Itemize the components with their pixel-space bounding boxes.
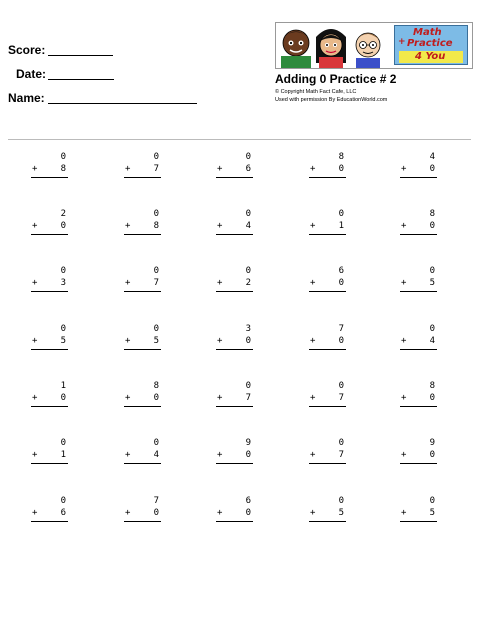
top-number: 0 — [153, 324, 159, 334]
bottom-number: 5 — [429, 508, 435, 518]
top-number: 4 — [429, 152, 435, 162]
logo-line-3: 4 You — [415, 51, 446, 62]
score-field[interactable] — [8, 43, 45, 57]
top-number: 2 — [60, 209, 66, 219]
addition-problem — [29, 324, 69, 360]
top-number: 0 — [153, 266, 159, 276]
addition-problem — [29, 438, 69, 474]
bottom-number: 0 — [60, 221, 66, 231]
bottom-number: 4 — [429, 336, 435, 346]
answer-line — [216, 234, 253, 235]
plus-sign: + — [401, 164, 407, 174]
top-number: 0 — [245, 381, 251, 391]
answer-line — [124, 291, 161, 292]
plus-sign: + — [217, 221, 223, 231]
plus-sign: + — [310, 221, 316, 231]
answer-line — [31, 177, 68, 178]
answer-line — [400, 234, 437, 235]
top-number: 0 — [153, 209, 159, 219]
answer-line — [309, 406, 346, 407]
answer-line — [124, 406, 161, 407]
answer-line — [400, 463, 437, 464]
math-practice-logo — [394, 25, 468, 65]
addition-problem — [122, 152, 162, 188]
plus-sign: + — [32, 393, 38, 403]
answer-line — [309, 463, 346, 464]
plus-sign: + — [310, 336, 316, 346]
answer-line — [309, 234, 346, 235]
plus-sign: + — [217, 508, 223, 518]
bottom-number: 5 — [429, 278, 435, 288]
bottom-number: 7 — [153, 164, 159, 174]
logo-plus: + — [398, 37, 406, 47]
addition-problem — [398, 438, 438, 474]
bottom-number: 1 — [338, 221, 344, 231]
plus-sign: + — [125, 450, 131, 460]
addition-problem — [398, 152, 438, 188]
addition-problem — [214, 381, 254, 417]
plus-sign: + — [310, 278, 316, 288]
top-number: 0 — [338, 209, 344, 219]
addition-problem — [29, 381, 69, 417]
addition-problem — [122, 438, 162, 474]
bottom-number: 1 — [60, 450, 66, 460]
addition-problem — [122, 324, 162, 360]
bottom-number: 6 — [60, 508, 66, 518]
bottom-number: 0 — [338, 278, 344, 288]
addition-problem — [398, 324, 438, 360]
bottom-number: 7 — [245, 393, 251, 403]
addition-problem — [398, 266, 438, 302]
answer-line — [216, 463, 253, 464]
bottom-number: 0 — [153, 508, 159, 518]
answer-line — [31, 234, 68, 235]
bottom-number: 0 — [245, 336, 251, 346]
answer-line — [31, 291, 68, 292]
plus-sign: + — [125, 278, 131, 288]
plus-sign: + — [32, 221, 38, 231]
addition-problem — [307, 381, 347, 417]
plus-sign: + — [310, 450, 316, 460]
answer-line — [124, 521, 161, 522]
plus-sign: + — [217, 336, 223, 346]
score-label: Score: — [8, 43, 46, 57]
date-line — [48, 79, 114, 80]
top-number: 0 — [153, 152, 159, 162]
answer-line — [400, 406, 437, 407]
top-number: 0 — [245, 152, 251, 162]
plus-sign: + — [217, 393, 223, 403]
date-label: Date: — [16, 67, 47, 81]
plus-sign: + — [401, 508, 407, 518]
answer-line — [216, 521, 253, 522]
top-number: 8 — [429, 381, 435, 391]
answer-line — [124, 177, 161, 178]
answer-line — [124, 234, 161, 235]
answer-line — [31, 406, 68, 407]
addition-problem — [398, 209, 438, 245]
top-number: 9 — [429, 438, 435, 448]
plus-sign: + — [32, 450, 38, 460]
worksheet-title: Adding 0 Practice # 2 — [275, 72, 397, 86]
bottom-number: 2 — [245, 278, 251, 288]
addition-problem — [307, 266, 347, 302]
plus-sign: + — [32, 508, 38, 518]
bottom-number: 4 — [245, 221, 251, 231]
addition-problem — [29, 209, 69, 245]
plus-sign: + — [125, 164, 131, 174]
plus-sign: + — [125, 336, 131, 346]
addition-problem — [214, 496, 254, 532]
bottom-number: 0 — [338, 164, 344, 174]
plus-sign: + — [401, 221, 407, 231]
name-line — [48, 103, 197, 104]
top-number: 0 — [245, 266, 251, 276]
top-number: 7 — [338, 324, 344, 334]
answer-line — [400, 349, 437, 350]
addition-problem — [122, 209, 162, 245]
addition-problem — [214, 266, 254, 302]
plus-sign: + — [217, 450, 223, 460]
top-number: 0 — [429, 324, 435, 334]
addition-problem — [122, 381, 162, 417]
addition-problem — [122, 266, 162, 302]
bottom-number: 0 — [245, 508, 251, 518]
bottom-number: 0 — [153, 393, 159, 403]
plus-sign: + — [217, 278, 223, 288]
plus-sign: + — [125, 508, 131, 518]
bottom-number: 0 — [429, 164, 435, 174]
answer-line — [31, 463, 68, 464]
plus-sign: + — [401, 278, 407, 288]
bottom-number: 0 — [429, 450, 435, 460]
score-line — [48, 55, 113, 56]
plus-sign: + — [401, 393, 407, 403]
bottom-number: 7 — [153, 278, 159, 288]
answer-line — [124, 349, 161, 350]
bottom-number: 7 — [338, 393, 344, 403]
top-number: 6 — [245, 496, 251, 506]
top-number: 0 — [153, 438, 159, 448]
top-number: 0 — [60, 152, 66, 162]
addition-problem — [307, 209, 347, 245]
top-number: 0 — [429, 496, 435, 506]
answer-line — [400, 291, 437, 292]
bottom-number: 6 — [245, 164, 251, 174]
addition-problem — [307, 152, 347, 188]
answer-line — [216, 291, 253, 292]
plus-sign: + — [310, 164, 316, 174]
bottom-number: 0 — [429, 393, 435, 403]
top-number: 7 — [153, 496, 159, 506]
answer-line — [309, 291, 346, 292]
bottom-number: 0 — [60, 393, 66, 403]
plus-sign: + — [32, 336, 38, 346]
logo-line-1: Math — [413, 27, 442, 38]
addition-problem — [307, 496, 347, 532]
addition-problem — [398, 381, 438, 417]
top-number: 0 — [60, 438, 66, 448]
plus-sign: + — [217, 164, 223, 174]
bottom-number: 8 — [60, 164, 66, 174]
top-number: 1 — [60, 381, 66, 391]
plus-sign: + — [401, 336, 407, 346]
top-number: 0 — [60, 266, 66, 276]
addition-problem — [29, 152, 69, 188]
answer-line — [31, 521, 68, 522]
bottom-number: 5 — [338, 508, 344, 518]
top-number: 0 — [338, 496, 344, 506]
addition-problem — [29, 496, 69, 532]
addition-problem — [214, 209, 254, 245]
top-number: 8 — [338, 152, 344, 162]
permission-text: Used with permission By EducationWorld.com — [275, 97, 388, 103]
top-number: 9 — [245, 438, 251, 448]
addition-problem — [214, 324, 254, 360]
top-number: 6 — [338, 266, 344, 276]
top-number: 0 — [60, 324, 66, 334]
top-number: 0 — [245, 209, 251, 219]
answer-line — [216, 177, 253, 178]
addition-problem — [122, 496, 162, 532]
bottom-number: 0 — [245, 450, 251, 460]
answer-line — [309, 349, 346, 350]
name-field[interactable] — [8, 91, 45, 105]
addition-problem — [214, 438, 254, 474]
top-number: 0 — [338, 438, 344, 448]
children-illustration — [276, 23, 394, 68]
banner — [275, 22, 473, 69]
bottom-number: 7 — [338, 450, 344, 460]
answer-line — [124, 463, 161, 464]
date-field[interactable] — [16, 67, 46, 81]
addition-problem — [307, 438, 347, 474]
top-number: 0 — [338, 381, 344, 391]
answer-line — [400, 177, 437, 178]
section-divider — [8, 139, 471, 140]
top-number: 8 — [153, 381, 159, 391]
bottom-number: 4 — [153, 450, 159, 460]
plus-sign: + — [32, 164, 38, 174]
addition-problem — [214, 152, 254, 188]
plus-sign: + — [401, 450, 407, 460]
addition-problem — [398, 496, 438, 532]
top-number: 3 — [245, 324, 251, 334]
bottom-number: 0 — [429, 221, 435, 231]
copyright-text: © Copyright Math Fact Cafe, LLC — [275, 89, 357, 95]
plus-sign: + — [125, 393, 131, 403]
addition-problem — [307, 324, 347, 360]
bottom-number: 3 — [60, 278, 66, 288]
bottom-number: 0 — [338, 336, 344, 346]
bottom-number: 8 — [153, 221, 159, 231]
answer-line — [400, 521, 437, 522]
top-number: 8 — [429, 209, 435, 219]
logo-line-2: Practice — [407, 38, 453, 49]
addition-problem — [29, 266, 69, 302]
top-number: 0 — [429, 266, 435, 276]
answer-line — [216, 349, 253, 350]
plus-sign: + — [32, 278, 38, 288]
answer-line — [216, 406, 253, 407]
answer-line — [31, 349, 68, 350]
bottom-number: 5 — [60, 336, 66, 346]
answer-line — [309, 521, 346, 522]
bottom-number: 5 — [153, 336, 159, 346]
plus-sign: + — [310, 508, 316, 518]
plus-sign: + — [310, 393, 316, 403]
answer-line — [309, 177, 346, 178]
name-label: Name: — [8, 91, 45, 105]
top-number: 0 — [60, 496, 66, 506]
plus-sign: + — [125, 221, 131, 231]
